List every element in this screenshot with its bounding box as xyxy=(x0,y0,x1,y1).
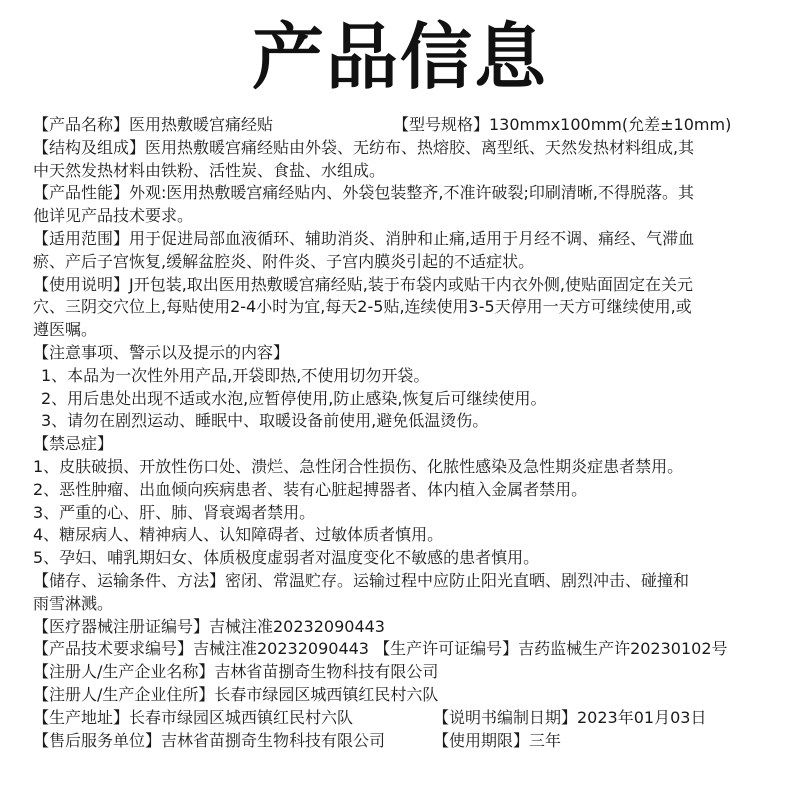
model-spec-field: 【型号规格】130mmx100mm(允差±10mm) xyxy=(393,115,732,134)
page-title: 产品信息 xyxy=(251,15,548,99)
performance-line-1: 【产品性能】外观:医用热敷暖宫痛经贴内、外袋包装整齐,不准许破裂;印刷清晰,不得脱落。其 xyxy=(33,183,694,203)
contraindication-item-5: 5、孕妇、哺乳期妇女、体质极度虚弱者对温度变化不敏感的患者慎用。 xyxy=(33,548,540,568)
registrant-address: 【注册人/生产企业住所】长春市绿园区城西镇红民村六队 xyxy=(33,684,439,704)
service-and-expiry-row xyxy=(33,730,773,753)
production-address: 【生产地址】长春市绿园区城西镇红民村六队 xyxy=(33,707,354,727)
precaution-item-3: 3、请勿在剧烈运动、睡眠中、取暖设备前使用,避免低温烫伤。 xyxy=(41,411,489,431)
product-name-and-spec-row xyxy=(33,114,773,137)
production-address-and-date-row xyxy=(33,707,773,730)
performance-line-2: 他详见产品技术要求。 xyxy=(33,206,194,226)
precaution-item-2: 2、用后患处出现不适或水泡,应暂停使用,防止感染,恢复后可继续使用。 xyxy=(41,388,547,408)
structure-composition-line-2: 中天然发热材料由铁粉、活性炭、食盐、水组成。 xyxy=(33,160,386,180)
storage-line-1: 【储存、运输条件、方法】密闭、常温贮存。运输过程中应防止阳光直晒、剧烈冲击、碰撞和 xyxy=(33,570,690,590)
usage-line-3: 遵医嘱。 xyxy=(33,320,98,340)
product-name-field: 【产品名称】医用热敷暖宫痛经贴 xyxy=(33,115,274,134)
precautions-heading: 【注意事项、警示以及提示的内容】 xyxy=(33,342,290,362)
contraindication-item-4: 4、糖尿病人、精神病人、认知障碍者、过敏体质者慎用。 xyxy=(33,525,444,545)
storage-line-2: 雨雪淋溅。 xyxy=(33,593,114,613)
product-info-content xyxy=(33,114,773,752)
registration-number: 【医疗器械注册证编号】吉械注准20232090443 xyxy=(33,616,385,636)
structure-composition-line-1: 【结构及组成】医用热敷暖宫痛经贴由外袋、无纺布、热熔胶、离型纸、天然发热材料组成,其 xyxy=(33,137,695,157)
scope-line-2: 瘀、产后子宫恢复,缓解盆腔炎、附件炎、子宫内膜炎引起的不适症状。 xyxy=(33,251,535,271)
scope-line-1: 【适用范围】用于促进局部血液循环、辅助消炎、消肿和止痛,适用于月经不调、痛经、气滞血 xyxy=(33,228,695,248)
after-sales-service-unit: 【售后服务单位】吉林省苗捌奇生物科技有限公司 xyxy=(33,730,386,750)
contraindication-item-3: 3、严重的心、肝、肺、肾衰竭者禁用。 xyxy=(33,502,316,522)
tech-requirement-and-license: 【产品技术要求编号】吉械注准20232090443 【生产许可证编号】吉药监械生产许20230102号 xyxy=(33,639,728,659)
registrant-name: 【注册人/生产企业名称】吉林省苗捌奇生物科技有限公司 xyxy=(33,662,439,682)
contraindications-heading: 【禁忌症】 xyxy=(33,434,114,454)
usage-line-1: 【使用说明】J开包装,取出医用热敷暖宫痛经贴,装于布袋内或贴干内衣外侧,使贴面固定在关元 xyxy=(33,274,693,294)
manual-date: 【说明书编制日期】2023年01月03日 xyxy=(433,707,707,727)
usage-line-2: 穴、三阴交穴位上,每贴使用2-4小时为宜,每天2-5贴,连续使用3-5天停用一天方可继续使用,或 xyxy=(33,297,692,317)
precaution-item-1: 1、本品为一次性外用产品,开袋即热,不使用切勿开袋。 xyxy=(41,365,430,385)
contraindication-item-1: 1、皮肤破损、开放性伤口处、溃烂、急性闭合性损伤、化脓性感染及急性期炎症患者禁用。 xyxy=(33,456,684,476)
contraindication-item-2: 2、恶性肿瘤、出血倾向疾病患者、装有心脏起搏器者、体内植入金属者禁用。 xyxy=(33,479,588,499)
shelf-life: 【使用期限】三年 xyxy=(433,730,562,750)
